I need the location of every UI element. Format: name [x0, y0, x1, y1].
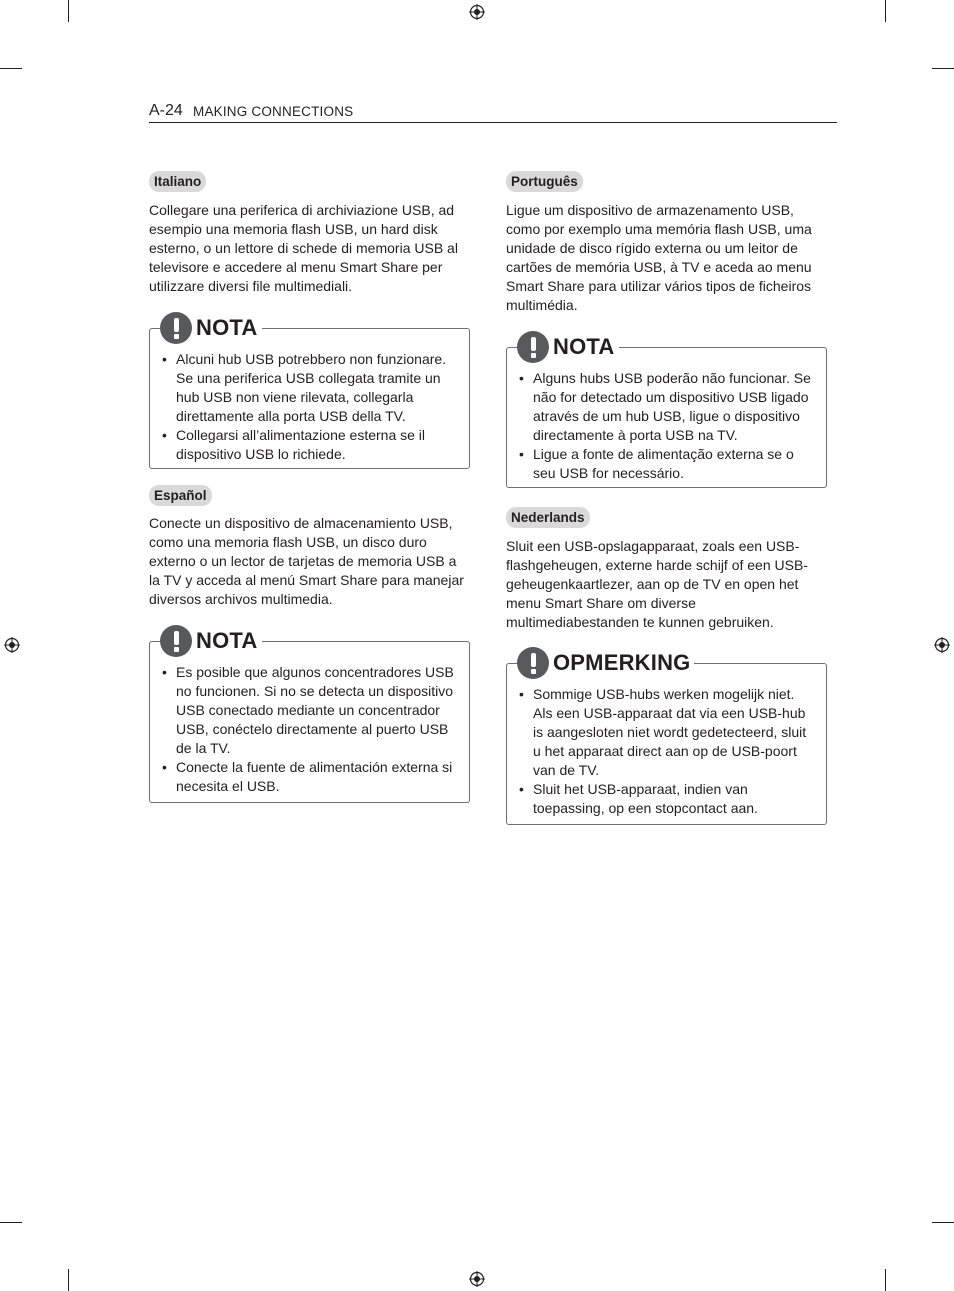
note-header [160, 310, 262, 346]
crop-mark [0, 1222, 22, 1223]
crop-mark [885, 0, 886, 22]
list-item: • Sommige USB-hubs werken mogelijk niet. Als een USB-apparaat dat via een USB-hub is aangesloten niet wordt gedetecteerd, sluit u het apparaat direct aan op de USB-poort van de TV. [519, 685, 815, 780]
crop-mark [885, 1269, 886, 1291]
list-item: • Conecte la fuente de alimentación externa si necesita el USB. [162, 758, 458, 796]
note-label: NOTA [553, 334, 615, 359]
note-header [160, 623, 262, 659]
page-number: A-24 [149, 102, 183, 119]
list-item: • Es posible que algunos concentradores USB no funcionen. Si no se detecta un dispositivo USB conectado mediante un concentrador USB, conéctelo directamente al puerto USB de la TV. [162, 663, 458, 758]
crop-mark [68, 0, 69, 22]
note-list [519, 369, 815, 483]
language-badge-espanol: Español [149, 485, 212, 506]
crop-mark [932, 68, 954, 69]
note-label: NOTA [196, 315, 258, 340]
list-item: • Collegarsi all’alimentazione esterna se il dispositivo USB lo richiede. [162, 426, 458, 464]
crop-mark [932, 1222, 954, 1223]
body-text-nederlands: Sluit een USB-opslagapparaat, zoals een USB-flashgeheugen, externe harde schijf of een USB-geheugenkaartlezer, aan op de TV en open het menu Smart Share om diverse multimediabestanden te kunnen gebruiken. [506, 538, 808, 630]
list-item: • Alguns hubs USB poderão não funcionar. Se não for detectado um dispositivo USB ligado através de um hub USB, ligue o dispositivo directamente à porta USB na TV. [519, 369, 815, 445]
note-header [517, 329, 619, 365]
list-item: • Ligue a fonte de alimentação externa se o seu USB for necessário. [519, 445, 815, 483]
exclamation-icon [517, 647, 549, 679]
section-title: MAKING CONNECTIONS [193, 104, 354, 119]
note-box-italiano [149, 315, 470, 469]
note-list [519, 685, 815, 818]
note-box-espanol [149, 628, 470, 803]
body-text-italiano: Collegare una periferica di archiviazione USB, ad esempio una memoria flash USB, un hard disk esterno, o un lettore di schede di memoria USB al televisore e accedere al menu Smart Share per utilizzare diversi file multimediali. [149, 202, 458, 294]
registration-mark-icon [934, 637, 950, 653]
body-text-espanol: Conecte un dispositivo de almacenamiento USB, como una memoria flash USB, un disco duro externo o un lector de tarjetas de memoria USB a la TV y acceda al menú Smart Share para manejar diversos archivos multimedia. [149, 515, 464, 607]
note-header [517, 645, 694, 681]
page-header [149, 101, 837, 123]
note-label: NOTA [196, 628, 258, 653]
registration-mark-icon [469, 1271, 485, 1287]
list-item: • Sluit het USB-apparaat, indien van toepassing, op een stopcontact aan. [519, 780, 815, 818]
exclamation-icon [160, 312, 192, 344]
body-text-portugues: Ligue um dispositivo de armazenamento USB, como por exemplo uma memória flash USB, uma unidade de disco rígido externa ou um leitor de cartões de memória USB, à TV e aceda ao menu Smart Share para utilizar vários tipos de ficheiros multimédia. [506, 202, 812, 313]
note-box-nederlands [506, 650, 827, 825]
note-box-portugues [506, 334, 827, 488]
language-badge-italiano: Italiano [149, 171, 206, 192]
list-item: • Alcuni hub USB potrebbero non funzionare. Se una periferica USB collegata tramite un hub USB non viene rilevata, collegarla direttamente alla porta USB della TV. [162, 350, 458, 426]
exclamation-icon [160, 625, 192, 657]
note-list [162, 350, 458, 464]
crop-mark [68, 1269, 69, 1291]
exclamation-icon [517, 331, 549, 363]
language-badge-nederlands: Nederlands [506, 507, 590, 528]
language-badge-portugues: Português [506, 171, 583, 192]
registration-mark-icon [469, 4, 485, 20]
registration-mark-icon [4, 637, 20, 653]
crop-mark [0, 68, 22, 69]
note-list [162, 663, 458, 796]
note-label: OPMERKING [553, 650, 691, 675]
